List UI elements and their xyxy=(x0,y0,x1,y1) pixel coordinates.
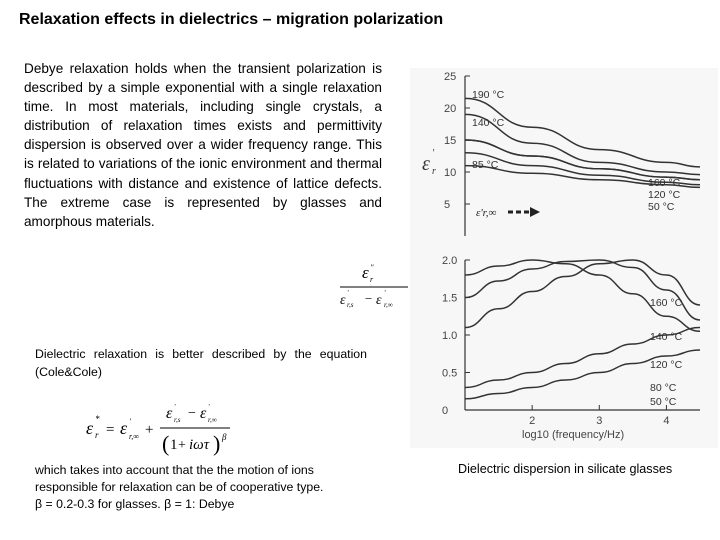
svg-text:(: ( xyxy=(162,431,170,456)
upper-y-tick-label: 15 xyxy=(444,135,457,147)
svg-text:r,s: r,s xyxy=(174,416,181,424)
upper-y-tick-label: 5 xyxy=(444,199,451,211)
svg-text:*: * xyxy=(95,414,100,424)
paragraph-debye: Debye relaxation holds when the transient polarization is described by a simple exponential with a single relaxation time. In most materials, including single crystals, a distribution of relaxation times exists and permittivity dispersion is observed over a wider frequency range. This is related to variations of the ionic environment and thermal fluctuations with distance and existence of lattice defects. The extreme case is represented by glasses and amorphous materials. xyxy=(24,61,382,229)
lower-series-label: 120 °C xyxy=(650,359,683,371)
upper-series-label: 140 °C xyxy=(472,117,505,129)
upper-y-tick-label: 25 xyxy=(444,71,457,83)
svg-text:−: − xyxy=(364,291,373,306)
upper-series-label: 85 °C xyxy=(472,159,499,171)
svg-text:r: r xyxy=(432,166,436,177)
svg-text:ε: ε xyxy=(166,405,173,422)
dielectric-dispersion-figure xyxy=(410,68,718,448)
paragraph-cooperative xyxy=(35,462,375,513)
svg-text:ε: ε xyxy=(422,153,430,175)
x-tick-label: 4 xyxy=(663,415,670,427)
svg-text:': ' xyxy=(347,289,349,297)
paragraph-line: which takes into account that the the motion of ions xyxy=(35,463,314,477)
svg-text:': ' xyxy=(432,148,435,159)
svg-text:+: + xyxy=(178,438,186,453)
svg-text:r,s: r,s xyxy=(347,301,354,308)
svg-text:r,∞: r,∞ xyxy=(129,432,139,441)
paragraph-line: responsible for relaxation can be of cooperative type. xyxy=(35,480,324,494)
upper-series-label: 120 °C xyxy=(648,189,681,201)
x-tick-label: 2 xyxy=(529,415,536,427)
svg-text:': ' xyxy=(129,417,131,426)
lower-series-label: 140 °C xyxy=(650,331,683,343)
upper-series-label: 160 °C xyxy=(648,177,681,189)
epsilon-infinity-label: ε'r,∞ xyxy=(476,207,497,219)
svg-text:1: 1 xyxy=(170,437,178,453)
svg-text:ε: ε xyxy=(340,293,346,308)
lower-y-tick-label: 0 xyxy=(442,405,449,417)
upper-series-label: 190 °C xyxy=(472,89,505,101)
lower-series-label: 50 °C xyxy=(650,396,677,408)
x-axis-label: log10 (frequency/Hz) xyxy=(522,429,625,441)
svg-text:+: + xyxy=(145,422,154,438)
svg-text:r,∞: r,∞ xyxy=(384,301,393,308)
slide-title: Relaxation effects in dielectrics – migration polarization xyxy=(19,11,444,28)
svg-text:): ) xyxy=(213,431,221,456)
x-tick-label: 3 xyxy=(596,415,603,427)
lower-y-tick-label: 2.0 xyxy=(442,255,458,267)
svg-text:−: − xyxy=(188,406,196,421)
cole-cole-formula xyxy=(82,398,252,456)
svg-text:ε: ε xyxy=(86,418,94,438)
svg-text:ε: ε xyxy=(376,293,382,308)
figure-caption: Dielectric dispersion in silicate glasses xyxy=(458,462,673,476)
paragraph-cole-cole: Dielectric relaxation is better described by the equation (Cole&Cole) xyxy=(35,347,367,379)
upper-y-tick-label: 10 xyxy=(444,167,457,179)
svg-text:=: = xyxy=(106,422,115,438)
svg-text:'': '' xyxy=(370,263,374,272)
svg-text:r: r xyxy=(95,430,99,440)
upper-y-tick-label: 20 xyxy=(444,103,457,115)
svg-text:r: r xyxy=(370,275,374,284)
svg-text:': ' xyxy=(174,403,176,411)
lower-y-tick-label: 1.0 xyxy=(442,330,458,342)
svg-text:ε: ε xyxy=(200,405,207,422)
svg-text:': ' xyxy=(384,289,386,297)
svg-text:iωτ: iωτ xyxy=(189,437,210,453)
svg-text:ε: ε xyxy=(362,263,369,282)
paragraph-line: β = 0.2-0.3 for glasses. β = 1: Debye xyxy=(35,497,235,511)
lower-y-tick-label: 0.5 xyxy=(442,367,458,380)
lower-series-label: 160 °C xyxy=(650,297,683,309)
lower-series-label: 80 °C xyxy=(650,382,677,394)
beta-exponent: β xyxy=(222,432,227,442)
upper-series-label: 50 °C xyxy=(648,201,675,213)
svg-text:': ' xyxy=(208,403,210,411)
svg-text:ε: ε xyxy=(120,418,128,438)
dispersion-chart-svg xyxy=(410,68,718,448)
lower-y-tick-label: 1.5 xyxy=(442,292,458,305)
svg-text:r,∞: r,∞ xyxy=(208,416,217,424)
